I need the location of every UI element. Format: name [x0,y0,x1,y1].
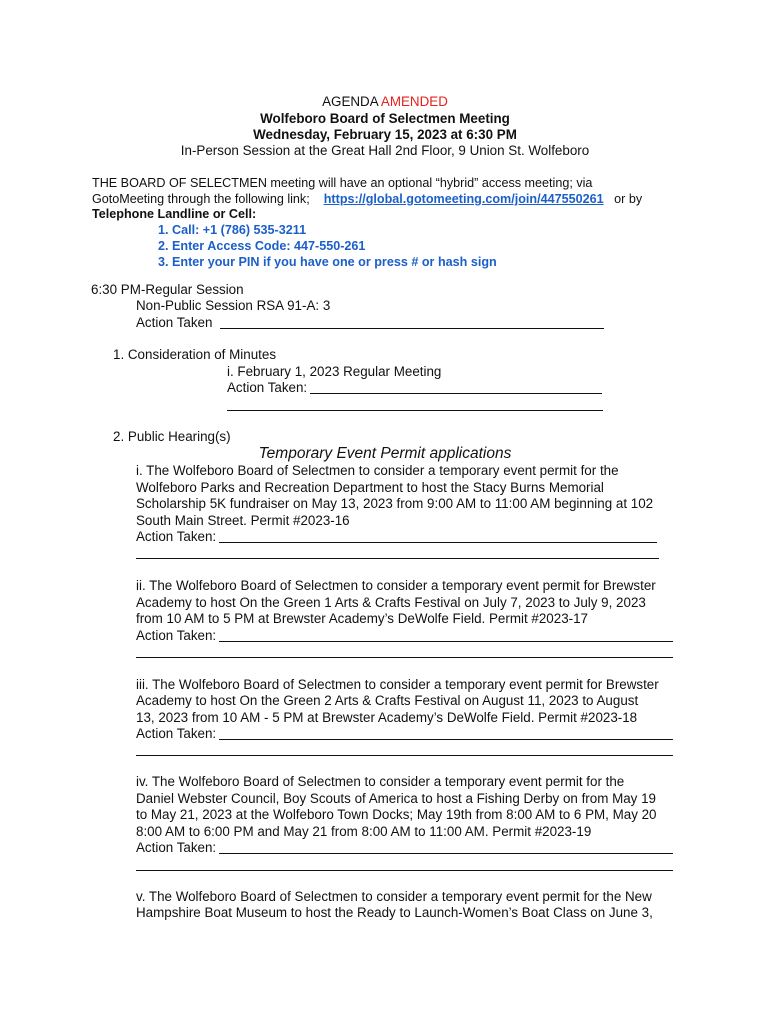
meeting-location: In-Person Session at the Great Hall 2nd Floor, 9 Union St. Wolfeboro [180,143,590,158]
intro-text-2: GotoMeeting through the following link; [92,192,310,206]
hearing-iii-action: Action Taken: [136,726,217,741]
hearing-iii-action-line-2 [136,755,673,756]
hearing-ii-action: Action Taken: [136,628,217,643]
nonpublic-session: Non-Public Session RSA 91-A: 3 [136,298,331,313]
hearing-ii-action-line-2 [136,657,673,658]
hearing-i-action-line [219,542,657,543]
hearing-iii-action-line [219,739,673,740]
phone-step-1: 1. Call: +1 (786) 535-3211 [158,223,307,237]
minutes-action: Action Taken: [227,380,308,395]
hearing-i-line-3: Scholarship 5K fundraiser on May 13, 2023 from 9:00 AM to 11:00 AM beginning at 102 [136,496,654,511]
hearing-ii-line-3: from 10 AM to 5 PM at Brewster Academy’s DeWolfe Field. Permit #2023-17 [136,611,588,626]
hearing-iii-line-1: iii. The Wolfeboro Board of Selectmen to consider a temporary event permit for Brewster [136,677,659,692]
minutes-action-line-2 [227,410,603,411]
phone-step-2: 2. Enter Access Code: 447-550-261 [158,239,366,253]
intro-text-1: THE BOARD OF SELECTMEN meeting will have an optional “hybrid” access meeting; via [92,176,593,190]
hearing-iv-line-2: Daniel Webster Council, Boy Scouts of America to host a Fishing Derby on from May 19 [136,791,656,806]
hearings-subheading: Temporary Event Permit applications [258,445,512,462]
hearing-v-line-1: v. The Wolfeboro Board of Selectmen to consider a temporary event permit for the New [136,889,652,904]
intro-text-3: or by [614,192,643,206]
hearings-heading: 2. Public Hearing(s) [113,429,231,444]
amended-label: AMENDED [380,94,448,109]
session-action-line [220,328,604,329]
hearing-i-action-line-2 [136,558,659,559]
phone-heading: Telephone Landline or Cell: [92,207,257,221]
session-action [136,315,212,331]
hearing-iii-line-2: Academy to host On the Green 2 Arts & Crafts Festival on August 11, 2023 to August [136,693,639,708]
session-action-label: Action Taken [136,315,213,330]
hearing-i-line-4: South Main Street. Permit #2023-16 [136,513,350,528]
hearing-iii-line-3: 13, 2023 from 10 AM - 5 PM at Brewster Academy’s DeWolfe Field. Permit #2023-18 [136,710,638,725]
agenda-title [0,94,770,110]
intro-line-2 [92,191,642,207]
meeting-date: Wednesday, February 15, 2023 at 6:30 PM [253,127,517,142]
hearing-iv-line-4: 8:00 AM to 6:00 PM and May 21 from 8:00 AM to 11:00 AM. Permit #2023-19 [136,824,592,839]
hearing-ii-action-line [219,641,673,642]
hearing-ii-line-2: Academy to host On the Green 1 Arts & Crafts Festival on July 7, 2023 to July 9, 2023 [136,595,646,610]
board-title: Wolfeboro Board of Selectmen Meeting [260,111,510,126]
hearing-v-line-2: Hampshire Boat Museum to host the Ready to Launch-Women’s Boat Class on June 3, [136,905,653,920]
hearing-i-line-2: Wolfeboro Parks and Recreation Department to host the Stacy Burns Memorial [136,480,604,495]
hearing-ii-line-1: ii. The Wolfeboro Board of Selectmen to consider a temporary event permit for Brewster [136,578,656,593]
minutes-item: i. February 1, 2023 Regular Meeting [227,364,442,379]
session-title: 6:30 PM-Regular Session [91,282,244,297]
gotomeeting-link[interactable]: https://global.gotomeeting.com/join/447550261 [323,192,604,206]
phone-step-3: 3. Enter your PIN if you have one or press # or hash sign [158,255,497,269]
hearing-iv-line-3: to May 21, 2023 at the Wolfeboro Town Docks; May 19th from 8:00 AM to 6 PM, May 20 [136,807,657,822]
minutes-action-line [310,393,602,394]
intro-line-1 [92,175,642,191]
agenda-label: AGENDA [322,94,378,109]
hearing-iv-action-line [219,853,673,854]
hearing-i-line-1: i. The Wolfeboro Board of Selectmen to consider a temporary event permit for the [136,463,619,478]
hearing-i-action: Action Taken: [136,529,217,544]
hearing-iv-line-1: iv. The Wolfeboro Board of Selectmen to consider a temporary event permit for the [136,774,625,789]
hearing-iv-action-line-2 [136,870,673,871]
hearing-iv-action: Action Taken: [136,840,217,855]
minutes-heading: 1. Consideration of Minutes [113,347,277,362]
